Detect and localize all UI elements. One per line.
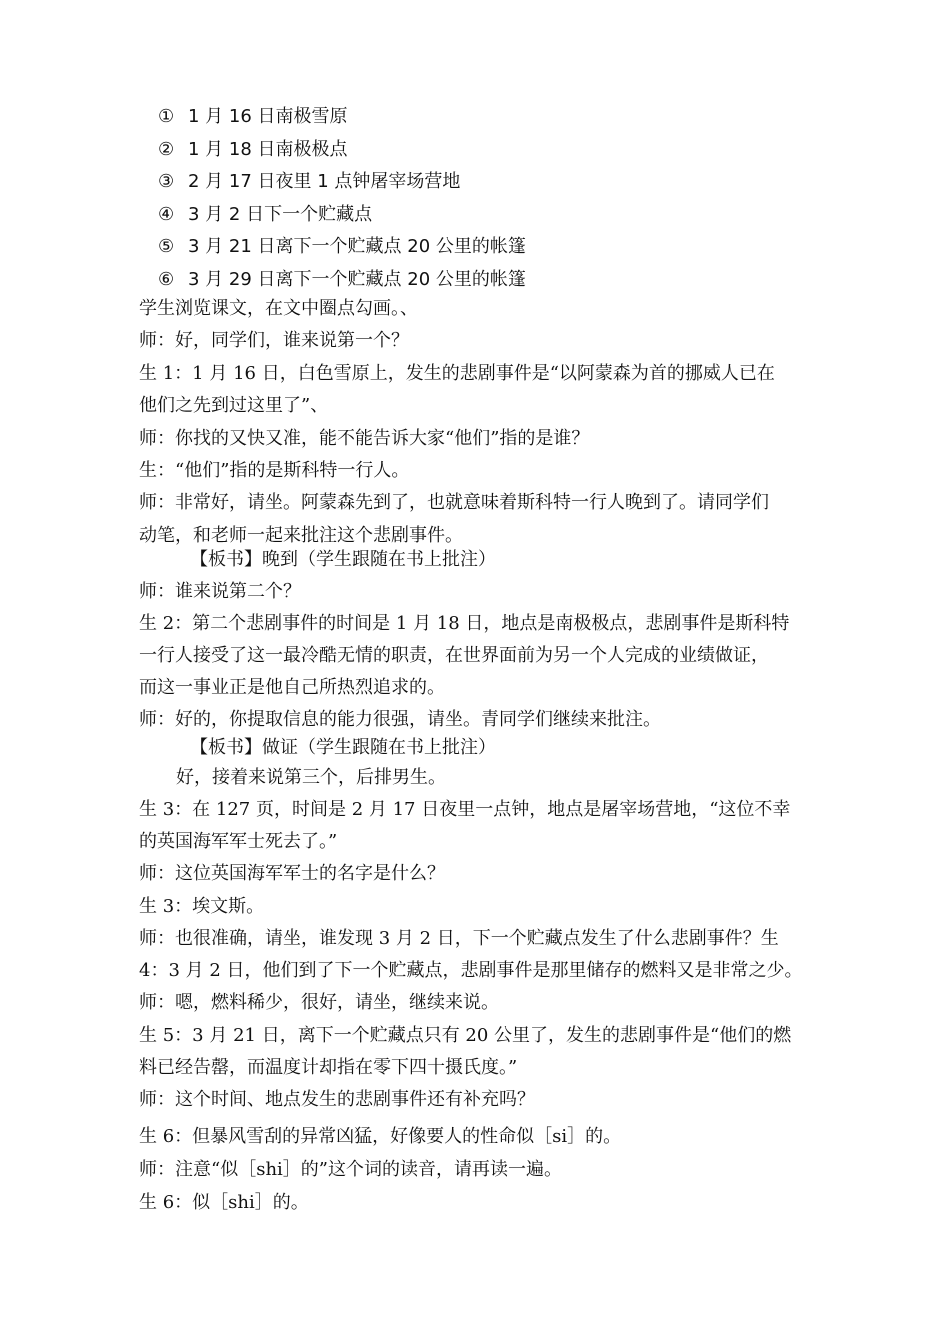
item-number: ① xyxy=(158,106,175,127)
paragraph-line: 生：“他们”指的是斯科特一行人。 xyxy=(139,460,410,481)
paragraph-line: 师：好的，你提取信息的能力很强，请坐。青同学们继续来批注。 xyxy=(139,709,661,730)
item-text: 1 月 18 日南极极点 xyxy=(188,139,348,160)
paragraph-line: 生 5：3 月 21 日，离下一个贮藏点只有 20 公里了，发生的悲剧事件是“他们的燃 xyxy=(139,1025,792,1046)
paragraph-line: 4：3 月 2 日，他们到了下一个贮藏点，悲剧事件是那里储存的燃料又是非常之少。 xyxy=(139,960,803,981)
timeline-item xyxy=(158,138,348,162)
item-text: 3 月 29 日离下一个贮藏点 20 公里的帐篷 xyxy=(188,269,526,290)
paragraph-line: 师：注意“似［shi］的”这个词的读音，请再读一遍。 xyxy=(139,1159,562,1180)
paragraph-line: 师：也很准确，请坐，谁发现 3 月 2 日，下一个贮藏点发生了什么悲剧事件？生 xyxy=(139,928,779,949)
board-note: 【板书】晚到（学生跟随在书上批注） xyxy=(190,549,496,570)
item-number: ④ xyxy=(158,204,175,225)
paragraph-line: 师：这位英国海军军士的名字是什么？ xyxy=(139,863,445,884)
paragraph-line: 生 6：似［shi］的。 xyxy=(139,1192,309,1213)
paragraph-line: 师：嗯，燃料稀少，很好，请坐，继续来说。 xyxy=(139,992,499,1013)
paragraph-line: 一行人接受了这一最冷酷无情的职责，在世界面前为另一个人完成的业绩做证， xyxy=(139,645,769,666)
timeline-item xyxy=(158,170,460,194)
paragraph-line: 动笔，和老师一起来批注这个悲剧事件。 xyxy=(139,525,463,546)
paragraph-line: 学生浏览课文，在文中圈点勾画。、 xyxy=(139,298,418,319)
timeline-item xyxy=(158,235,526,259)
item-text: 1 月 16 日南极雪原 xyxy=(188,106,348,127)
timeline-item xyxy=(158,268,526,292)
paragraph-line: 好，接着来说第三个，后排男生。 xyxy=(176,767,446,788)
item-text: 2 月 17 日夜里 1 点钟屠宰场营地 xyxy=(188,171,461,192)
paragraph-line: 师：好，同学们，谁来说第一个？ xyxy=(139,330,409,351)
paragraph-line: 师：你找的又快又准，能不能告诉大家“他们”指的是谁？ xyxy=(139,428,590,449)
paragraph-line: 的英国海军军士死去了。” xyxy=(139,831,338,852)
item-text: 3 月 21 日离下一个贮藏点 20 公里的帐篷 xyxy=(188,236,526,257)
item-number: ⑤ xyxy=(158,236,175,257)
paragraph-line: 生 1：1 月 16 日，白色雪原上，发生的悲剧事件是“以阿蒙森为首的挪威人已在 xyxy=(139,363,775,384)
paragraph-line: 生 3：埃文斯。 xyxy=(139,896,265,917)
paragraph-line: 他们之先到过这里了”、 xyxy=(139,395,329,416)
item-number: ③ xyxy=(158,171,175,192)
board-note: 【板书】做证（学生跟随在书上批注） xyxy=(190,737,496,758)
paragraph-line: 料已经告罄，而温度计却指在零下四十摄氏度。” xyxy=(139,1057,518,1078)
timeline-item xyxy=(158,203,372,227)
item-number: ⑥ xyxy=(158,269,175,290)
paragraph-line: 师：非常好，请坐。阿蒙森先到了，也就意味着斯科特一行人晚到了。请同学们 xyxy=(139,492,769,513)
item-text: 3 月 2 日下一个贮藏点 xyxy=(188,204,373,225)
paragraph-line: 生 2：第二个悲剧事件的时间是 1 月 18 日，地点是南极极点，悲剧事件是斯科特 xyxy=(139,613,790,634)
paragraph-line: 师：谁来说第二个？ xyxy=(139,581,301,602)
paragraph-line: 生 6：但暴风雪刮的异常凶猛，好像要人的性命似［si］的。 xyxy=(139,1126,622,1147)
item-number: ② xyxy=(158,139,175,160)
paragraph-line: 生 3：在 127 页，时间是 2 月 17 日夜里一点钟，地点是屠宰场营地，“这位不幸 xyxy=(139,799,791,820)
timeline-item xyxy=(158,105,348,129)
paragraph-line: 而这一事业正是他自己所热烈追求的。 xyxy=(139,677,445,698)
paragraph-line: 师：这个时间、地点发生的悲剧事件还有补充吗？ xyxy=(139,1089,535,1110)
